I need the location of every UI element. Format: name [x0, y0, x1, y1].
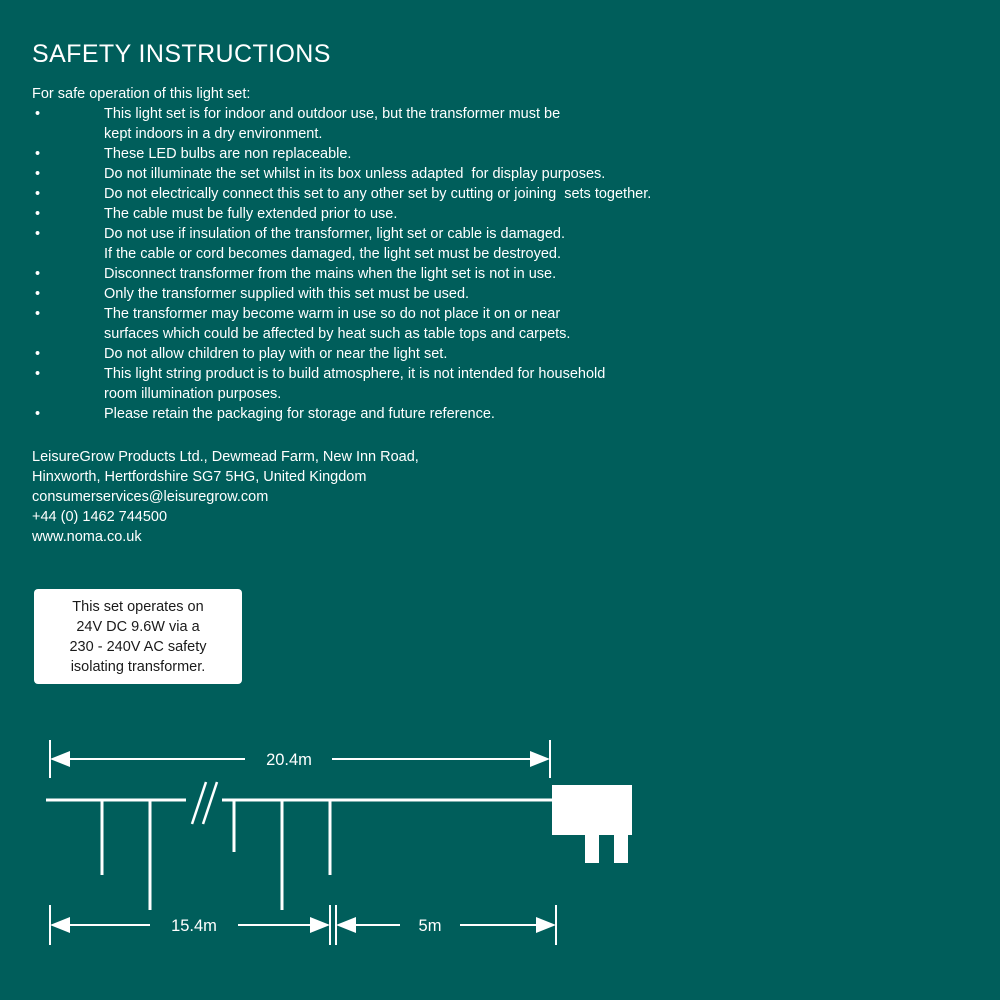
address-line-2: Hinxworth, Hertfordshire SG7 5HG, United Kingdom: [32, 469, 367, 485]
lead-dim-right-arrowhead: [536, 917, 556, 933]
bullet-icon: •: [35, 206, 41, 222]
safety-instruction-item: [32, 384, 732, 404]
safety-instruction-text: The transformer may become warm in use so do not place it on or near: [104, 306, 561, 322]
total-length-label: 20.4m: [266, 751, 312, 769]
safety-instruction-item: [32, 364, 732, 384]
lit-dim-right-arrowhead: [310, 917, 330, 933]
safety-instruction-text: These LED bulbs are non replaceable.: [104, 146, 352, 162]
total-dim-left-arrowhead: [50, 751, 70, 767]
safety-instruction-text: Only the transformer supplied with this set must be used.: [104, 286, 470, 302]
company-website: www.noma.co.uk: [32, 529, 142, 545]
address-line-1: LeisureGrow Products Ltd., Dewmead Farm, New Inn Road,: [32, 449, 419, 465]
bullet-icon: •: [35, 226, 41, 242]
bullet-icon: •: [35, 266, 41, 282]
contact-email: consumerservices@leisuregrow.com: [32, 489, 269, 505]
plug-pin-left: [585, 835, 599, 863]
lead-length-label: 5m: [418, 917, 442, 935]
safety-instruction-item: [32, 204, 732, 224]
safety-instruction-item: [32, 324, 732, 344]
total-length-dimension: [50, 740, 550, 778]
safety-instruction-item: [32, 404, 732, 424]
safety-instruction-item: [32, 104, 732, 124]
total-dim-right-arrowhead: [530, 751, 550, 767]
spec-line-1: This set operates on: [72, 598, 204, 615]
lit-length-dimension: [50, 905, 330, 945]
lead-length-dimension: [336, 905, 556, 945]
safety-instruction-text: The cable must be fully extended prior to use.: [104, 206, 398, 222]
spec-line-4: isolating transformer.: [70, 658, 206, 675]
safety-instruction-text: This light set is for indoor and outdoor use, but the transformer must be: [104, 106, 561, 122]
company-address-block: [32, 447, 419, 547]
safety-instruction-text: Do not electrically connect this set to any other set by cutting or joining sets together.: [104, 186, 652, 202]
safety-instruction-text: If the cable or cord becomes damaged, the light set must be destroyed.: [104, 246, 562, 262]
bullet-icon: •: [35, 166, 41, 182]
intro-text: For safe operation of this light set:: [32, 86, 251, 102]
spec-line-3: 230 - 240V AC safety: [69, 638, 207, 655]
safety-instruction-text: kept indoors in a dry environment.: [104, 126, 323, 142]
bullet-icon: •: [35, 406, 41, 422]
safety-instruction-text: Please retain the packaging for storage and future reference.: [104, 406, 495, 422]
page-title: SAFETY INSTRUCTIONS: [32, 40, 331, 68]
safety-instruction-text: This light string product is to build atmosphere, it is not intended for household: [104, 366, 606, 382]
safety-instruction-item: [32, 164, 732, 184]
lit-dim-left-arrowhead: [50, 917, 70, 933]
diagram-svg: [0, 720, 1000, 970]
bullet-icon: •: [35, 346, 41, 362]
transformer-body: [552, 785, 632, 835]
safety-instruction-text: room illumination purposes.: [104, 386, 282, 402]
bullet-icon: •: [35, 106, 41, 122]
contact-phone: +44 (0) 1462 744500: [32, 509, 168, 525]
safety-instruction-item: [32, 264, 732, 284]
safety-instruction-item: [32, 124, 732, 144]
safety-instruction-item: [32, 144, 732, 164]
lead-dim-left-arrowhead: [336, 917, 356, 933]
safety-instruction-text: Do not allow children to play with or near the light set.: [104, 346, 448, 362]
safety-instructions-list: [32, 104, 732, 424]
bullet-icon: •: [35, 286, 41, 302]
spec-line-2: 24V DC 9.6W via a: [76, 618, 200, 635]
bullet-icon: •: [35, 366, 41, 382]
safety-instruction-text: surfaces which could be affected by heat such as table tops and carpets.: [104, 326, 571, 342]
safety-instruction-text: Do not use if insulation of the transformer, light set or cable is damaged.: [104, 226, 566, 242]
safety-instruction-item: [32, 184, 732, 204]
bullet-icon: •: [35, 186, 41, 202]
transformer-plug-icon: [552, 785, 632, 863]
plug-pin-right: [614, 835, 628, 863]
bullet-icon: •: [35, 146, 41, 162]
safety-instruction-item: [32, 344, 732, 364]
lit-length-label: 15.4m: [171, 917, 217, 935]
safety-instruction-item: [32, 244, 732, 264]
safety-instruction-text: Do not illuminate the set whilst in its box unless adapted for display purposes.: [104, 166, 606, 182]
safety-instruction-item: [32, 304, 732, 324]
safety-instruction-item: [32, 224, 732, 244]
safety-instruction-text: Disconnect transformer from the mains when the light set is not in use.: [104, 266, 557, 282]
bullet-icon: •: [35, 306, 41, 322]
light-string-graphic: [46, 782, 558, 910]
electrical-spec-box: [34, 589, 242, 684]
safety-instruction-item: [32, 284, 732, 304]
cable-dimension-diagram: [0, 720, 1000, 970]
